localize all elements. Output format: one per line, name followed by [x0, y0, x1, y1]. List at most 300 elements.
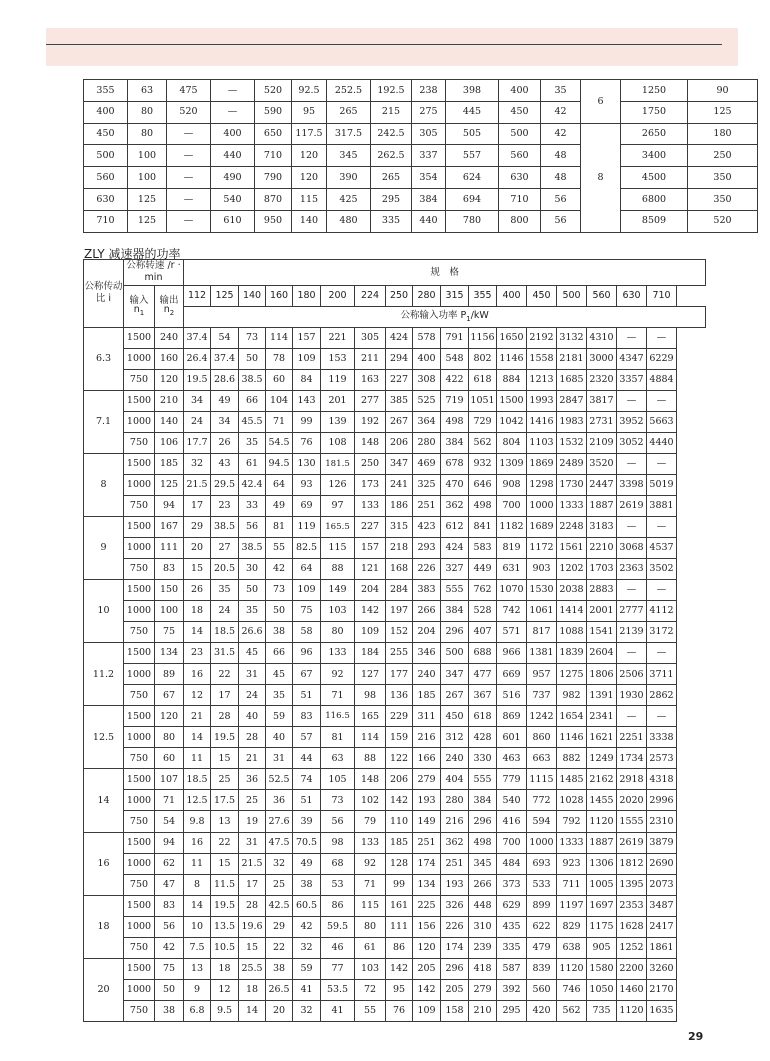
top-table-cell: 6800 [621, 188, 688, 210]
table-cell: 966 [497, 643, 527, 664]
table-cell: 18.5 [184, 769, 211, 790]
table-cell: 839 [527, 958, 557, 979]
table-cell: 158 [441, 1000, 469, 1021]
table-cell: 1500 [124, 390, 155, 411]
table-cell: 165 [355, 706, 386, 727]
table-cell: 737 [527, 685, 557, 706]
table-cell: 210 [155, 390, 184, 411]
table-cell: 121 [355, 559, 386, 580]
table-cell: 2139 [617, 622, 647, 643]
table-cell: 1050 [587, 979, 617, 1000]
table-cell: 1000 [124, 916, 155, 937]
table-cell: 750 [124, 1000, 155, 1021]
table-cell: 3520 [587, 453, 617, 474]
table-cell: 55 [266, 538, 293, 559]
table-cell: 110 [386, 811, 413, 832]
table-cell: 1485 [557, 769, 587, 790]
top-table-cell: 48 [541, 145, 581, 167]
table-cell: 60 [266, 369, 293, 390]
table-cell: 13 [211, 811, 239, 832]
table-cell: 2170 [647, 979, 677, 1000]
table-cell: 10 [184, 916, 211, 937]
top-table-cell: 100 [128, 145, 167, 167]
table-cell: 50 [155, 979, 184, 1000]
table-cell: 12.5 [184, 790, 211, 811]
table-cell: 17.7 [184, 432, 211, 453]
table-cell: 163 [355, 369, 386, 390]
top-table-cell: 337 [412, 145, 446, 167]
top-table-cell: 780 [446, 210, 499, 232]
table-cell: 98 [321, 832, 355, 853]
table-cell: 12 [184, 685, 211, 706]
size-header-cell: 200 [321, 285, 355, 306]
table-cell: 1500 [124, 643, 155, 664]
table-cell: 133 [321, 643, 355, 664]
table-cell: 3172 [647, 622, 677, 643]
table-cell: 206 [386, 432, 413, 453]
table-cell: 47.5 [266, 832, 293, 853]
ratio-cell: 9 [84, 517, 124, 580]
table-cell: 3502 [647, 559, 677, 580]
table-cell: 750 [124, 432, 155, 453]
table-cell: — [617, 327, 647, 348]
top-table-cell: 56 [541, 210, 581, 232]
table-cell: 56 [321, 811, 355, 832]
top-table-cell: 1750 [621, 101, 688, 123]
table-cell: — [647, 327, 677, 348]
table-cell: 9.8 [184, 811, 211, 832]
table-cell: 20.5 [211, 559, 239, 580]
top-table-cell: 42 [541, 123, 581, 145]
table-cell: — [617, 706, 647, 727]
table-cell: 1213 [527, 369, 557, 390]
top-table-cell: 440 [211, 145, 255, 167]
table-cell: 484 [497, 853, 527, 874]
ratio-cell: 20 [84, 958, 124, 1021]
size-header-cell: 450 [527, 285, 557, 306]
table-cell: 49 [266, 496, 293, 517]
table-cell: 3711 [647, 664, 677, 685]
table-cell: 127 [355, 664, 386, 685]
top-table-row [84, 145, 758, 167]
table-cell: 2847 [557, 390, 587, 411]
table-cell: 2417 [647, 916, 677, 937]
table-cell: 562 [557, 1000, 587, 1021]
table-cell: 210 [469, 1000, 497, 1021]
table-cell: 2341 [587, 706, 617, 727]
table-cell: — [617, 517, 647, 538]
table-cell: 75 [293, 601, 321, 622]
table-cell: 296 [469, 811, 497, 832]
table-cell: 6.8 [184, 1000, 211, 1021]
table-cell: 1309 [497, 453, 527, 474]
top-table-cell: 590 [255, 101, 292, 123]
table-cell: 149 [321, 580, 355, 601]
table-cell: 64 [293, 559, 321, 580]
table-cell: 38 [155, 1000, 184, 1021]
table-cell: 128 [386, 853, 413, 874]
top-table-cell: 350 [688, 167, 758, 189]
table-cell: 266 [469, 874, 497, 895]
table-cell: 32 [293, 937, 321, 958]
top-table-cell: 4500 [621, 167, 688, 189]
table-cell: 134 [155, 643, 184, 664]
top-table-cell: 345 [327, 145, 371, 167]
table-cell: 32 [184, 453, 211, 474]
table-cell: 1500 [497, 390, 527, 411]
table-cell: 47 [155, 874, 184, 895]
table-cell: 27 [211, 538, 239, 559]
table-cell: 94 [155, 496, 184, 517]
table-cell: 2210 [587, 538, 617, 559]
table-cell: 631 [497, 559, 527, 580]
table-cell: 72 [355, 979, 386, 1000]
top-table-row [84, 188, 758, 210]
table-cell: 23 [184, 643, 211, 664]
table-cell: 479 [527, 937, 557, 958]
size-header-cell: 125 [211, 285, 239, 306]
table-cell: — [647, 453, 677, 474]
size-header-cell: 180 [293, 285, 321, 306]
table-cell: 817 [527, 622, 557, 643]
table-row [84, 832, 706, 853]
table-cell: 251 [413, 832, 441, 853]
table-cell: 19.6 [239, 916, 266, 937]
table-cell: — [617, 453, 647, 474]
table-cell: 2447 [587, 474, 617, 495]
table-cell: 211 [355, 348, 386, 369]
table-cell: 646 [469, 474, 497, 495]
table-cell: 905 [587, 937, 617, 958]
table-cell: 719 [441, 390, 469, 411]
size-header-cell: 315 [441, 285, 469, 306]
table-cell: — [647, 517, 677, 538]
top-table-cell: 317.5 [327, 123, 371, 145]
table-cell: 51 [293, 685, 321, 706]
table-cell: — [647, 390, 677, 411]
table-cell: 83 [293, 706, 321, 727]
table-cell: 36 [239, 769, 266, 790]
table-cell: 1812 [617, 853, 647, 874]
table-cell: 31 [239, 664, 266, 685]
table-cell: 45 [239, 643, 266, 664]
table-cell: 73 [239, 327, 266, 348]
table-cell: 1555 [617, 811, 647, 832]
table-cell: 157 [355, 538, 386, 559]
table-row [84, 348, 706, 369]
table-cell: 28.6 [211, 369, 239, 390]
table-row [84, 748, 706, 769]
table-cell: 2619 [617, 496, 647, 517]
table-cell: 1500 [124, 769, 155, 790]
table-cell: 908 [497, 474, 527, 495]
table-cell: 7.5 [184, 937, 211, 958]
table-cell: 1635 [647, 1000, 677, 1021]
top-table-cell: 180 [688, 123, 758, 145]
table-cell: 364 [413, 411, 441, 432]
table-cell: 6229 [647, 348, 677, 369]
table-cell: 750 [124, 748, 155, 769]
table-cell: 449 [469, 559, 497, 580]
table-cell: 267 [386, 411, 413, 432]
table-cell: 125 [155, 474, 184, 495]
table-cell: 103 [355, 958, 386, 979]
table-cell: 26.5 [266, 979, 293, 1000]
table-cell: 114 [355, 727, 386, 748]
table-cell: 54.5 [266, 432, 293, 453]
ratio-cell: 12.5 [84, 706, 124, 769]
top-table-cell: 450 [84, 123, 128, 145]
table-cell: 1391 [587, 685, 617, 706]
table-row [84, 916, 706, 937]
table-cell: 106 [155, 432, 184, 453]
table-cell: 618 [469, 706, 497, 727]
table-cell: 52.5 [266, 769, 293, 790]
table-cell: 50 [266, 601, 293, 622]
table-cell: 3357 [617, 369, 647, 390]
table-cell: 28 [211, 706, 239, 727]
table-cell: 49 [211, 390, 239, 411]
table-cell: 618 [469, 369, 497, 390]
top-table-cell: 400 [499, 80, 541, 102]
size-header-cell: 400 [497, 285, 527, 306]
table-cell: 77 [321, 958, 355, 979]
table-cell: 1146 [497, 348, 527, 369]
table-cell: 41 [321, 1000, 355, 1021]
table-row [84, 517, 706, 538]
table-cell: 498 [469, 496, 497, 517]
table-cell: 55 [355, 1000, 386, 1021]
top-table-cell: 265 [327, 101, 371, 123]
table-cell: 2506 [617, 664, 647, 685]
table-cell: 688 [469, 643, 497, 664]
table-cell: 525 [413, 390, 441, 411]
table-cell: 109 [293, 580, 321, 601]
table-cell: 17 [184, 496, 211, 517]
table-cell: 560 [527, 979, 557, 1000]
size-header-cell: 250 [386, 285, 413, 306]
table-row [84, 895, 706, 916]
table-cell: 81 [321, 727, 355, 748]
table-cell: 25 [239, 790, 266, 811]
table-cell: 143 [293, 390, 321, 411]
table-cell: 21.5 [239, 853, 266, 874]
table-cell: 1689 [527, 517, 557, 538]
table-row [84, 853, 706, 874]
top-table-cell: 630 [499, 167, 541, 189]
section-title: ZLY 减速器的功率 [84, 247, 181, 261]
table-cell: 3338 [647, 727, 677, 748]
table-cell: 133 [355, 496, 386, 517]
table-cell: 14 [184, 895, 211, 916]
table-cell: 226 [441, 916, 469, 937]
table-cell: 310 [469, 916, 497, 937]
table-cell: 34 [211, 411, 239, 432]
table-cell: 746 [557, 979, 587, 1000]
table-cell: 204 [355, 580, 386, 601]
table-cell: 16 [184, 832, 211, 853]
table-cell: 51 [293, 790, 321, 811]
top-table-cell: 335 [371, 210, 412, 232]
top-table-cell: 505 [446, 123, 499, 145]
top-table-cell: 400 [84, 101, 128, 123]
table-cell: 583 [469, 538, 497, 559]
table-cell: 116.5 [321, 706, 355, 727]
table-cell: 20 [184, 538, 211, 559]
table-cell: 347 [386, 453, 413, 474]
table-cell: 308 [413, 369, 441, 390]
table-cell: 33 [239, 496, 266, 517]
speed-header: 公称转速 /r · min [124, 260, 184, 286]
table-cell: 1120 [617, 1000, 647, 1021]
table-cell: 32 [293, 1000, 321, 1021]
table-cell: 159 [386, 727, 413, 748]
table-cell: 750 [124, 811, 155, 832]
table-cell: 42 [266, 559, 293, 580]
table-cell: 957 [527, 664, 557, 685]
table-cell: 206 [386, 769, 413, 790]
table-cell: 83 [155, 559, 184, 580]
table-cell: 18 [239, 979, 266, 1000]
table-cell: 1697 [587, 895, 617, 916]
top-table-cell: 305 [412, 123, 446, 145]
table-cell: 46 [321, 937, 355, 958]
table-cell: 58 [293, 622, 321, 643]
table-cell: 28 [239, 727, 266, 748]
table-cell: 2248 [557, 517, 587, 538]
table-cell: 26.6 [239, 622, 266, 643]
top-table-group-cell: 8 [581, 123, 621, 232]
table-cell: 1061 [527, 601, 557, 622]
table-cell: 1103 [527, 432, 557, 453]
table-cell: 2489 [557, 453, 587, 474]
table-cell: 14 [184, 622, 211, 643]
table-cell: 109 [355, 622, 386, 643]
top-table-cell: 2650 [621, 123, 688, 145]
table-cell: 477 [469, 664, 497, 685]
table-cell: — [647, 580, 677, 601]
table-cell: 362 [441, 832, 469, 853]
table-cell: 1541 [587, 622, 617, 643]
ratio-cell: 11.2 [84, 643, 124, 706]
table-cell: 148 [355, 432, 386, 453]
table-cell: 500 [441, 643, 469, 664]
table-cell: 197 [386, 601, 413, 622]
table-cell: 3881 [647, 496, 677, 517]
table-cell: 251 [413, 496, 441, 517]
table-cell: 578 [413, 327, 441, 348]
table-cell: 17 [211, 685, 239, 706]
table-row [84, 811, 706, 832]
table-cell: 2251 [617, 727, 647, 748]
top-table-cell: 238 [412, 80, 446, 102]
table-cell: 819 [497, 538, 527, 559]
table-cell: 346 [413, 643, 441, 664]
table-cell: 555 [469, 769, 497, 790]
table-cell: 40 [266, 727, 293, 748]
table-cell: 407 [469, 622, 497, 643]
table-cell: 240 [441, 748, 469, 769]
table-cell: 1500 [124, 517, 155, 538]
table-cell: 498 [469, 832, 497, 853]
table-cell: 50 [239, 348, 266, 369]
table-cell: 2200 [617, 958, 647, 979]
table-cell: 24 [184, 411, 211, 432]
table-cell: 88 [355, 748, 386, 769]
table-cell: 42 [155, 937, 184, 958]
table-cell: 54 [155, 811, 184, 832]
table-cell: 1500 [124, 706, 155, 727]
top-table-cell: 500 [84, 145, 128, 167]
table-row [84, 432, 706, 453]
table-cell: 71 [321, 685, 355, 706]
table-cell: 4440 [647, 432, 677, 453]
table-cell: 841 [469, 517, 497, 538]
table-cell: 1887 [587, 832, 617, 853]
table-cell: 81 [266, 517, 293, 538]
table-cell: 267 [441, 685, 469, 706]
table-cell: 24 [211, 601, 239, 622]
table-cell: 1146 [557, 727, 587, 748]
top-table-cell: 92.5 [292, 80, 327, 102]
table-cell: 68 [321, 853, 355, 874]
top-table-row [84, 80, 758, 102]
table-row [84, 685, 706, 706]
table-cell: 923 [557, 853, 587, 874]
table-cell: 311 [413, 706, 441, 727]
table-row [84, 727, 706, 748]
table-cell: 422 [441, 369, 469, 390]
table-cell: 57 [293, 727, 321, 748]
table-cell: 167 [155, 517, 184, 538]
top-table-cell: 90 [688, 80, 758, 102]
top-table-cell: 540 [211, 188, 255, 210]
size-header-cell: 500 [557, 285, 587, 306]
table-cell: 36 [266, 790, 293, 811]
table-cell: 3817 [587, 390, 617, 411]
table-cell: 3879 [647, 832, 677, 853]
table-cell: 345 [469, 853, 497, 874]
table-row [84, 496, 706, 517]
table-row [84, 622, 706, 643]
table-cell: 201 [321, 390, 355, 411]
table-cell: 80 [321, 622, 355, 643]
table-cell: 1500 [124, 895, 155, 916]
table-cell: 31.5 [211, 643, 239, 664]
top-table-cell: 650 [255, 123, 292, 145]
table-cell: 185 [155, 453, 184, 474]
table-cell: 156 [413, 916, 441, 937]
table-row [84, 580, 706, 601]
table-cell: 735 [587, 1000, 617, 1021]
table-cell: 119 [293, 517, 321, 538]
table-cell: 1051 [469, 390, 497, 411]
table-cell: 516 [497, 685, 527, 706]
size-header-cell: 355 [469, 285, 497, 306]
top-table-cell: 265 [371, 167, 412, 189]
table-cell: 227 [355, 517, 386, 538]
table-cell: 31 [266, 748, 293, 769]
table-cell: 66 [266, 643, 293, 664]
table-cell: 75 [155, 958, 184, 979]
table-cell: 1000 [124, 727, 155, 748]
table-cell: 792 [557, 811, 587, 832]
table-cell: 42.5 [266, 895, 293, 916]
table-cell: 25 [211, 769, 239, 790]
table-cell: 67 [155, 685, 184, 706]
table-cell: 373 [497, 874, 527, 895]
table-cell: 293 [413, 538, 441, 559]
